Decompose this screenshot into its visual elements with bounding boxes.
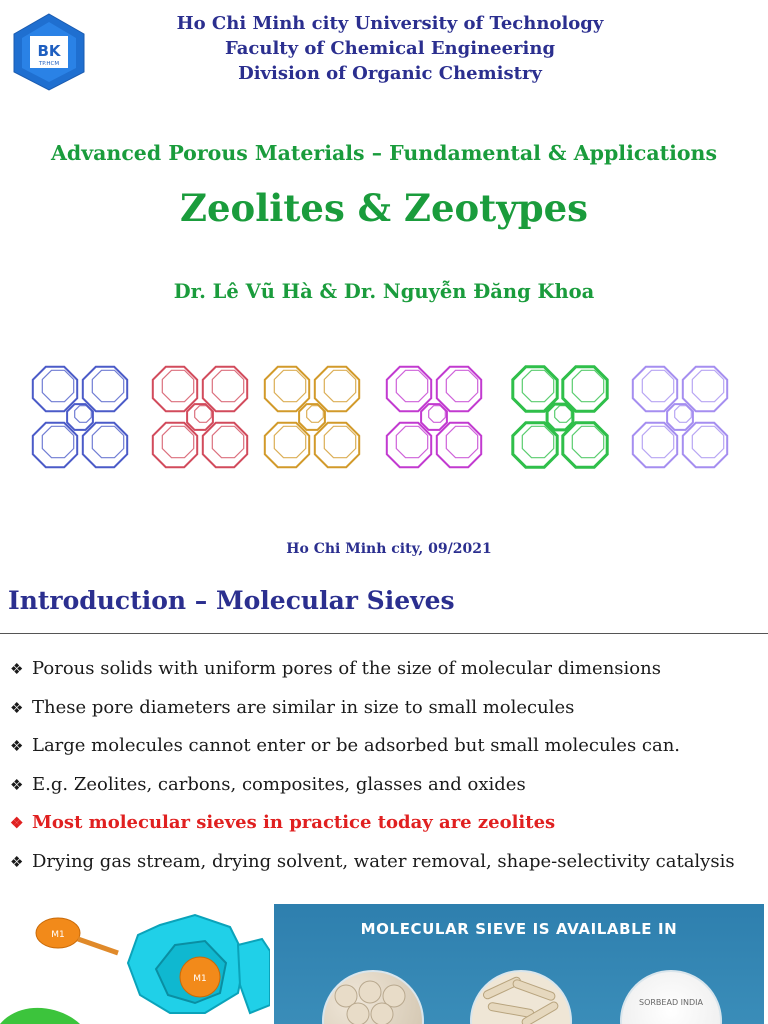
slide-title: Introduction – Molecular Sieves <box>8 586 455 615</box>
bullet-item: ❖ These pore diameters are similar in size to small molecules <box>10 696 575 718</box>
framework-green-structure <box>513 367 607 467</box>
course-title: Advanced Porous Materials – Fundamental & Applications <box>50 141 717 165</box>
bullet-diamond-icon: ❖ <box>10 775 24 794</box>
bullet-diamond-icon: ❖ <box>10 698 24 717</box>
logo-text: BK <box>37 42 61 60</box>
place-date: Ho Chi Minh city, 09/2021 <box>286 541 492 557</box>
framework-blue-structure <box>33 367 127 467</box>
molecule-label: M1 <box>193 974 207 984</box>
university-name: Ho Chi Minh city University of Technology <box>176 13 604 34</box>
molecule-label: M1 <box>51 930 65 940</box>
bullet-diamond-icon: ❖ <box>10 814 24 833</box>
bullet-item: ❖ E.g. Zeolites, carbons, composites, glasses and oxides <box>10 773 526 795</box>
powder-sample-image <box>620 970 722 1024</box>
bullet-item: ❖ Porous solids with uniform pores of the size of molecular dimensions <box>10 658 661 679</box>
molecular-sieve-banner <box>274 904 764 1024</box>
faculty-name: Faculty of Chemical Engineering <box>224 38 556 59</box>
institution-header <box>120 11 660 86</box>
bullet-diamond-icon: ❖ <box>10 660 24 678</box>
bullet-diamond-icon: ❖ <box>10 737 24 756</box>
bk-university-logo <box>10 12 88 92</box>
pellets-sample-image <box>470 970 572 1024</box>
division-name: Division of Organic Chemistry <box>238 63 542 84</box>
beads-sample-image <box>322 970 424 1024</box>
main-title: Zeolites & Zeotypes <box>179 186 589 230</box>
zeolite-cage-illustration <box>0 905 270 1024</box>
bullet-item: ❖ Drying gas stream, drying solvent, water removal, shape-selectivity catalysis <box>10 850 735 872</box>
bullet-diamond-icon: ❖ <box>10 852 24 871</box>
title-divider <box>0 633 768 634</box>
bullet-item: ❖ Large molecules cannot enter or be adsorbed but small molecules can. <box>10 735 681 757</box>
authors: Dr. Lê Vũ Hà & Dr. Nguyễn Đăng Khoa <box>173 280 595 303</box>
sample-label: SORBEAD INDIA <box>639 998 703 1007</box>
framework-gold-structure <box>265 367 359 467</box>
zeolite-structures-illustration <box>20 355 750 485</box>
framework-magenta-structure <box>387 367 481 467</box>
bullet-list <box>10 657 735 889</box>
framework-lavender-structure <box>633 367 727 467</box>
bullet-item-highlight: ❖ Most molecular sieves in practice today are zeolites <box>10 812 556 834</box>
framework-red-structure <box>153 367 247 467</box>
banner-title: MOLECULAR SIEVE IS AVAILABLE IN <box>360 920 678 938</box>
logo-subtext: TP.HCM <box>38 61 60 67</box>
